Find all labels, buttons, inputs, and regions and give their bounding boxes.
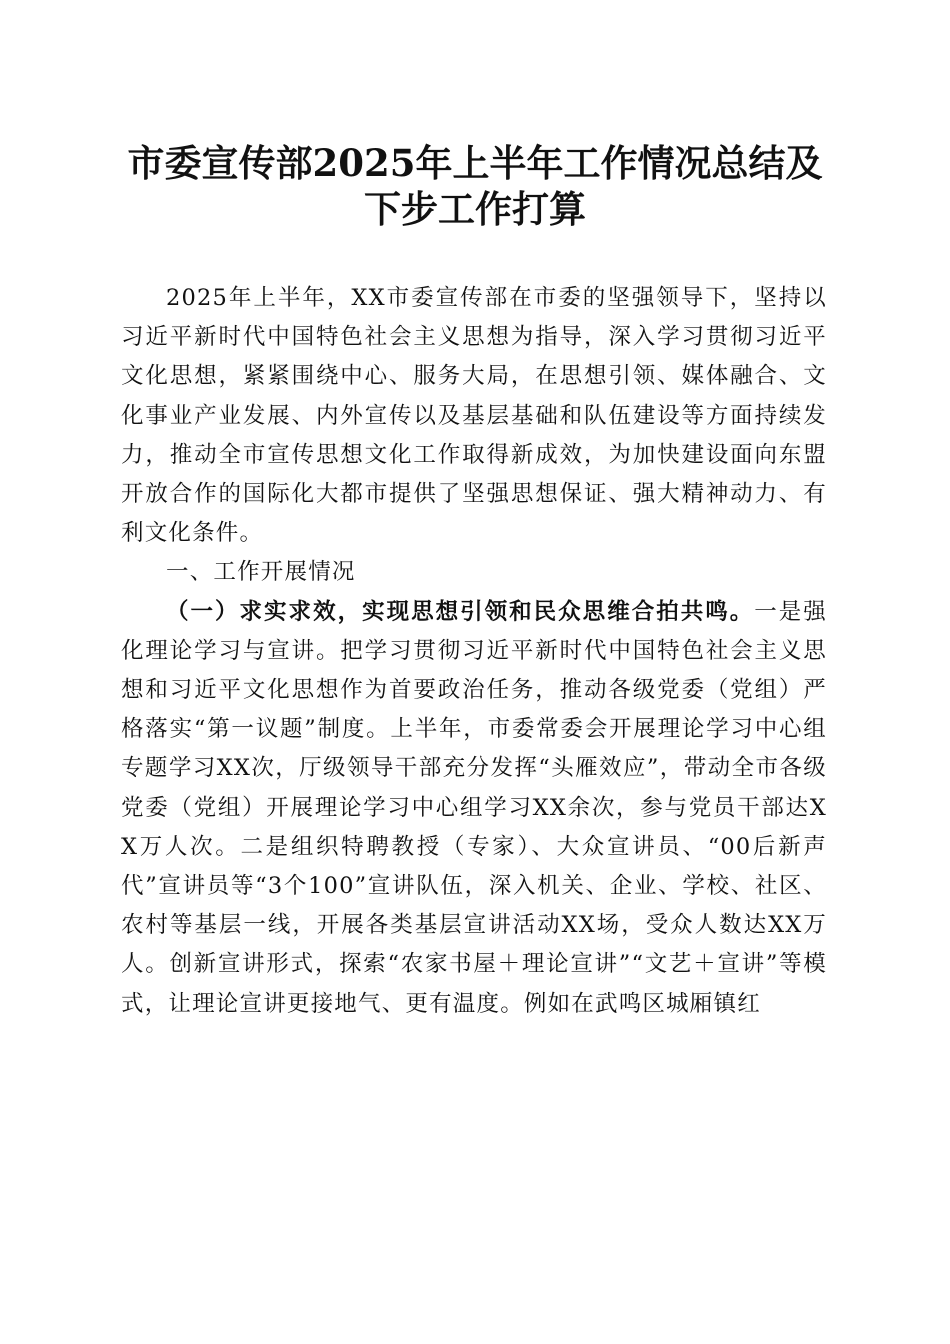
subsection-paragraph	[121, 593, 827, 1024]
subsection-heading: （一）求实求效，实现思想引领和民众思维合拍共鸣。	[166, 598, 755, 625]
document-body	[121, 279, 827, 1024]
subsection-body: 一是强化理论学习与宣讲。把学习贯彻习近平新时代中国特色社会主义思想和习近平文化思想作为首要政治任务，推动各级党委（党组）严格落实“第一议题”制度。上半年，市委常委会开展理论学习中心组专题学习XX次，厅级领导干部充分发挥“头雁效应”，带动全市各级党委（党组）开展理论学习中心组学习XX余次，参与党员干部达XX万人次。二是组织特聘教授（专家）、大众宣讲员、“00后新声代”宣讲员等“3个100”宣讲队伍，深入机关、企业、学校、社区、农村等基层一线，开展各类基层宣讲活动XX场，受众人数达XX万人。创新宣讲形式，探索“农家书屋＋理论宣讲”“文艺＋宣讲”等模式，让理论宣讲更接地气、更有温度。例如在武鸣区城厢镇红	[121, 598, 827, 1017]
section-heading: 一、工作开展情况	[166, 559, 356, 586]
document-title: 市委宣传部2025年上半年工作情况总结及下步工作打算	[127, 141, 823, 231]
intro-paragraph: 2025年上半年，XX市委宣传部在市委的坚强领导下，坚持以习近平新时代中国特色社会主义思想为指导，深入学习贯彻习近平文化思想，紧紧围绕中心、服务大局，在思想引领、媒体融合、文化事业产业发展、内外宣传以及基层基础和队伍建设等方面持续发力，推动全市宣传思想文化工作取得新成效，为加快建设面向东盟开放合作的国际化大都市提供了坚强思想保证、强大精神动力、有利文化条件。	[121, 285, 827, 547]
